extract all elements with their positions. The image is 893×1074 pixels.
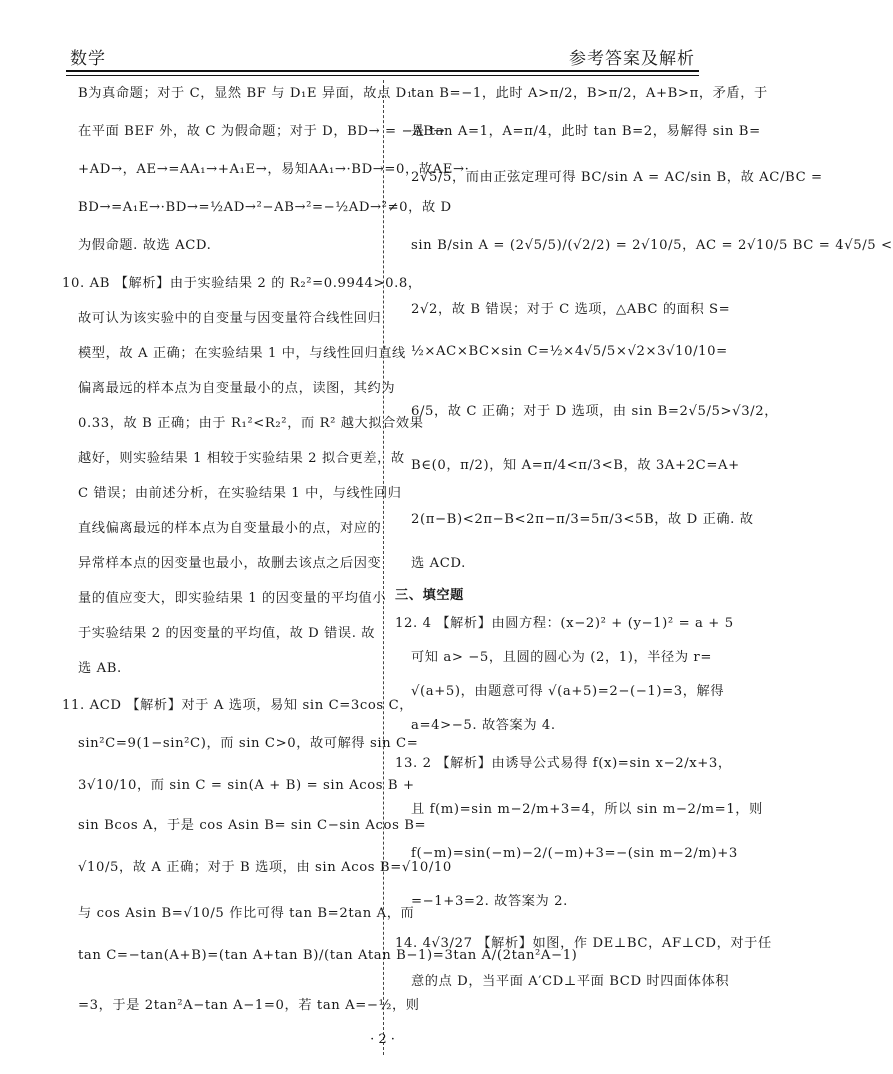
- right-column-line: 2√5/5，而由正弦定理可得 BC/sin A = AC/sin B，故 AC/BC =: [411, 170, 823, 185]
- right-column-line: 三、填空题: [395, 588, 464, 603]
- left-column-line: C 错误；由前述分析，在实验结果 1 中，与线性回归: [78, 486, 402, 501]
- right-column-line: 2√2，故 B 错误；对于 C 选项，△ABC 的面积 S=: [411, 302, 731, 317]
- right-column-line: √(a+5)，由题意可得 √(a+5)=2−(−1)=3，解得: [411, 684, 725, 699]
- left-column-line: +AD→，AE→=AA₁→+A₁E→，易知AA₁→·BD→=0，故AE→·: [78, 162, 470, 177]
- left-column-line: BD→=A₁E→·BD→=½AD→²−AB→²=−½AD→²≠0，故 D: [78, 200, 452, 215]
- right-column-line: a=4>−5. 故答案为 4.: [411, 718, 556, 733]
- left-column-line: 在平面 BEF 外，故 C 为假命题；对于 D，BD→ = −AB→: [78, 124, 446, 139]
- right-column-line: 6/5，故 C 正确；对于 D 选项，由 sin B=2√5/5>√3/2，: [411, 404, 779, 419]
- left-column-line: 0.33，故 B 正确；由于 R₁²<R₂²，而 R² 越大拟合效果: [78, 416, 424, 431]
- right-column-line: 2(π−B)<2π−B<2π−π/3=5π/3<5B，故 D 正确. 故: [411, 512, 754, 527]
- left-column-line: 11. ACD 【解析】对于 A 选项，易知 sin C=3cos C，: [62, 698, 414, 713]
- header-rule-thick: [66, 70, 699, 72]
- right-column-line: 是 tan A=1，A=π/4，此时 tan B=2，易解得 sin B=: [411, 124, 761, 139]
- header-rule-thin: [66, 75, 699, 76]
- left-column-line: 10. AB 【解析】由于实验结果 2 的 R₂²=0.9944>0.8，: [62, 276, 422, 291]
- left-column-line: 于实验结果 2 的因变量的平均值，故 D 错误. 故: [78, 626, 376, 641]
- left-column-line: √10/5，故 A 正确；对于 B 选项，由 sin Acos B=√10/10: [78, 860, 452, 875]
- left-column-line: =3，于是 2tan²A−tan A−1=0，若 tan A=−½，则: [78, 998, 420, 1013]
- right-column-line: 14. 4√3/27 【解析】如图，作 DE⊥BC，AF⊥CD，对于任: [395, 936, 772, 951]
- page-header-title: 参考答案及解析: [569, 49, 695, 69]
- left-column-line: 选 AB.: [78, 661, 122, 676]
- left-column-line: sin²C=9(1−sin²C)，而 sin C>0，故可解得 sin C=: [78, 736, 419, 751]
- right-column-line: 12. 4 【解析】由圆方程：(x−2)² + (y−1)² = a + 5: [395, 616, 734, 631]
- left-column-line: 模型，故 A 正确；在实验结果 1 中，与线性回归直线: [78, 346, 406, 361]
- left-column-line: 3√10/10，而 sin C = sin(A + B) = sin Acos B +: [78, 778, 415, 793]
- right-column-line: 选 ACD.: [411, 556, 466, 571]
- right-column-line: 可知 a> −5，且圆的圆心为 (2，1)，半径为 r=: [411, 650, 712, 665]
- left-column-line: tan C=−tan(A+B)=(tan A+tan B)/(tan Atan B−1)=3tan A/(2tan²A−1): [78, 948, 578, 963]
- left-column-line: 为假命题. 故选 ACD.: [78, 238, 212, 253]
- right-column-line: sin B/sin A = (2√5/5)/(√2/2) = 2√10/5，AC = 2√10/5 BC = 4√5/5 <: [411, 238, 893, 253]
- right-column-line: B∈(0，π/2)，知 A=π/4<π/3<B，故 3A+2C=A+: [411, 458, 740, 473]
- left-column-line: B为真命题；对于 C，显然 BF 与 D₁E 异面，故点 D₁: [78, 86, 413, 101]
- left-column-line: 偏离最远的样本点为自变量最小的点，读图，其约为: [78, 381, 396, 396]
- right-column-line: tan B=−1，此时 A>π/2，B>π/2，A+B>π，矛盾，于: [411, 86, 768, 101]
- right-column-line: 意的点 D，当平面 A′CD⊥平面 BCD 时四面体体积: [411, 974, 730, 989]
- left-column-line: 异常样本点的因变量也最小，故删去该点之后因变: [78, 556, 382, 571]
- left-column-line: 越好，则实验结果 1 相较于实验结果 2 拟合更差，故: [78, 451, 405, 466]
- left-column-line: 直线偏离最远的样本点为自变量最小的点，对应的: [78, 521, 382, 536]
- left-column-line: 故可认为该实验中的自变量与因变量符合线性回归: [78, 311, 382, 326]
- page-number: · 2 ·: [370, 1032, 395, 1047]
- right-column-line: =−1+3=2. 故答案为 2.: [411, 894, 568, 909]
- right-column-line: ½×AC×BC×sin C=½×4√5/5×√2×3√10/10=: [411, 344, 728, 359]
- page-header-subject: 数学: [70, 49, 106, 69]
- right-column-line: 且 f(m)=sin m−2/m+3=4，所以 sin m−2/m=1，则: [411, 802, 763, 817]
- left-column-line: 量的值应变大，即实验结果 1 的因变量的平均值小: [78, 591, 387, 606]
- left-column-line: 与 cos Asin B=√10/5 作比可得 tan B=2tan A，而: [78, 906, 415, 921]
- right-column-line: 13. 2 【解析】由诱导公式易得 f(x)=sin x−2/x+3，: [395, 756, 732, 771]
- right-column-line: f(−m)=sin(−m)−2/(−m)+3=−(sin m−2/m)+3: [411, 846, 738, 861]
- left-column-line: sin Bcos A，于是 cos Asin B= sin C−sin Acos B=: [78, 818, 427, 833]
